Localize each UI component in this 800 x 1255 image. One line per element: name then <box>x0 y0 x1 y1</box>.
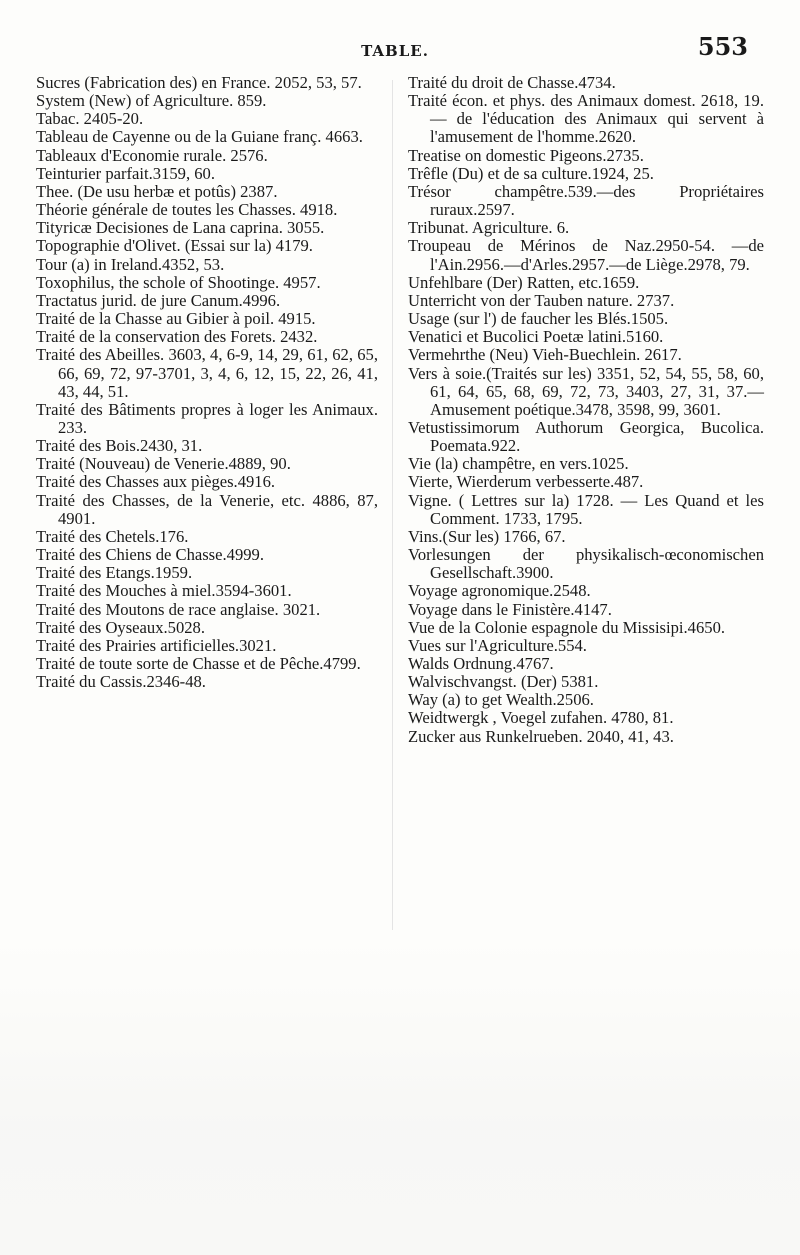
index-entry: Traité des Abeilles. 3603, 4, 6-9, 14, 29, 61, 62, 65, 66, 69, 72, 97-3701, 3, 4, 6, 12, 15, 22, 26, 41, 43, 44, 51. <box>36 345 378 401</box>
index-entry: Tableau de Cayenne ou de la Guiane franç. 4663. <box>36 127 363 147</box>
index-entry: Traité des Prairies artificielles.3021. <box>36 635 277 655</box>
index-entry: Voyage dans le Finistère.4147. <box>408 599 612 619</box>
index-entry: Vins.(Sur les) 1766, 67. <box>408 526 566 546</box>
index-entry: Venatici et Bucolici Poetæ latini.5160. <box>408 327 664 347</box>
index-entry: Vetustissimorum Authorum Georgica, Bucolica. Poemata.922. <box>408 417 764 456</box>
index-entry: Tribunat. Agriculture. 6. <box>408 218 570 238</box>
page-number: 553 <box>697 32 748 61</box>
index-entry: System (New) of Agriculture. 859. <box>36 91 267 111</box>
index-entry: Usage (sur l') de faucher les Blés.1505. <box>408 309 669 329</box>
index-entry: Trésor champêtre.539.—des Propriétaires ruraux.2597. <box>408 181 764 220</box>
index-entry: Toxophilus, the schole of Shootinge. 4957. <box>36 272 321 292</box>
index-entry: Voyage agronomique.2548. <box>408 581 591 601</box>
index-entry: Unterricht von der Tauben nature. 2737. <box>408 290 675 310</box>
index-entry: Thee. (De usu herbæ et potûs) 2387. <box>36 181 278 201</box>
index-column-left <box>36 74 378 691</box>
index-entry: Tabac. 2405-20. <box>36 109 144 129</box>
blank-lower-margin <box>0 940 800 1255</box>
index-entry: Traité du Cassis.2346-48. <box>36 672 206 692</box>
index-entry: Vue de la Colonie espagnole du Missisipi.4650. <box>408 617 726 637</box>
index-entry: Weidtwergk , Voegel zufahen. 4780, 81. <box>408 708 674 728</box>
index-entry: Traité des Chetels.176. <box>36 526 189 546</box>
index-entry: Traité de la conservation des Forets. 2432. <box>36 327 318 347</box>
index-entry: Traité des Oyseaux.5028. <box>36 617 205 637</box>
index-entry: Traité des Etangs.1959. <box>36 563 193 583</box>
index-entry: Théorie générale de toutes les Chasses. 4918. <box>36 200 338 220</box>
index-column-right <box>408 74 764 746</box>
index-entry: Traité des Chasses, de la Venerie, etc. 4886, 87, 4901. <box>36 490 378 528</box>
index-entry: Vues sur l'Agriculture.554. <box>408 635 587 655</box>
index-entry: Traité de toute sorte de Chasse et de Pêche.4799. <box>36 654 361 673</box>
index-entry: Tityricæ Decisiones de Lana caprina. 3055. <box>36 218 325 238</box>
index-entry: Way (a) to get Wealth.2506. <box>408 690 594 710</box>
index-entry: Walvischvangst. (Der) 5381. <box>408 672 599 692</box>
index-entry: Vorlesungen der physikalisch-œconomischen Gesellschaft.3900. <box>408 545 764 583</box>
running-title: TABLE. <box>361 42 429 60</box>
index-entry: Topographie d'Olivet. (Essai sur la) 4179. <box>36 236 313 256</box>
index-entry: Tour (a) in Ireland.4352, 53. <box>36 254 225 274</box>
index-entry: Vierte, Wierderum verbesserte.487. <box>408 472 644 492</box>
index-entry: Zucker aus Runkelrueben. 2040, 41, 43. <box>408 726 674 746</box>
index-entry: Traité des Chasses aux pièges.4916. <box>36 472 276 492</box>
index-entry: Traité du droit de Chasse.4734. <box>408 73 616 92</box>
index-entry: Tableaux d'Economie rurale. 2576. <box>36 145 268 165</box>
index-entry: Traité des Chiens de Chasse.4999. <box>36 545 264 565</box>
index-entry: Vers à soie.(Traités sur les) 3351, 52, 54, 55, 58, 60, 61, 64, 65, 68, 69, 72, 73, 3403, 27, 31, 37.— Amusement poétique.3478, 3598, 99, 3601. <box>408 363 764 419</box>
index-entry: Traité écon. et phys. des Animaux domest. 2618, 19.— de l'éducation des Animaux qui servent à l'amusement de l'homme.2620. <box>408 91 764 147</box>
column-divider <box>392 80 393 930</box>
index-entry: Sucres (Fabrication des) en France. 2052, 53, 57. <box>36 73 362 92</box>
index-entry: Vie (la) champêtre, en vers.1025. <box>408 454 629 474</box>
index-entry: Traité des Bâtiments propres à loger les Animaux. 233. <box>36 399 378 437</box>
index-entry: Vigne. ( Lettres sur la) 1728. — Les Quand et les Comment. 1733, 1795. <box>408 490 764 528</box>
index-entry: Trêfle (Du) et de sa culture.1924, 25. <box>408 163 654 183</box>
index-entry: Traité des Moutons de race anglaise. 3021. <box>36 599 321 619</box>
index-entry: Unfehlbare (Der) Ratten, etc.1659. <box>408 272 640 292</box>
index-entry: Vermehrthe (Neu) Vieh-Buechlein. 2617. <box>408 345 682 365</box>
index-entry: Treatise on domestic Pigeons.2735. <box>408 145 644 165</box>
index-entry: Traité des Bois.2430, 31. <box>36 436 203 456</box>
index-entry: Tractatus jurid. de jure Canum.4996. <box>36 290 281 310</box>
page-header <box>30 30 760 70</box>
index-entry: Traité des Mouches à miel.3594-3601. <box>36 581 292 601</box>
index-entry: Troupeau de Mérinos de Naz.2950-54. —de l'Ain.2956.—d'Arles.2957.—de Liège.2978, 79. <box>408 236 764 274</box>
index-entry: Walds Ordnung.4767. <box>408 654 554 673</box>
index-entry: Teinturier parfait.3159, 60. <box>36 163 216 183</box>
index-entry: Traité (Nouveau) de Venerie.4889, 90. <box>36 454 291 474</box>
index-entry: Traité de la Chasse au Gibier à poil. 4915. <box>36 309 316 329</box>
